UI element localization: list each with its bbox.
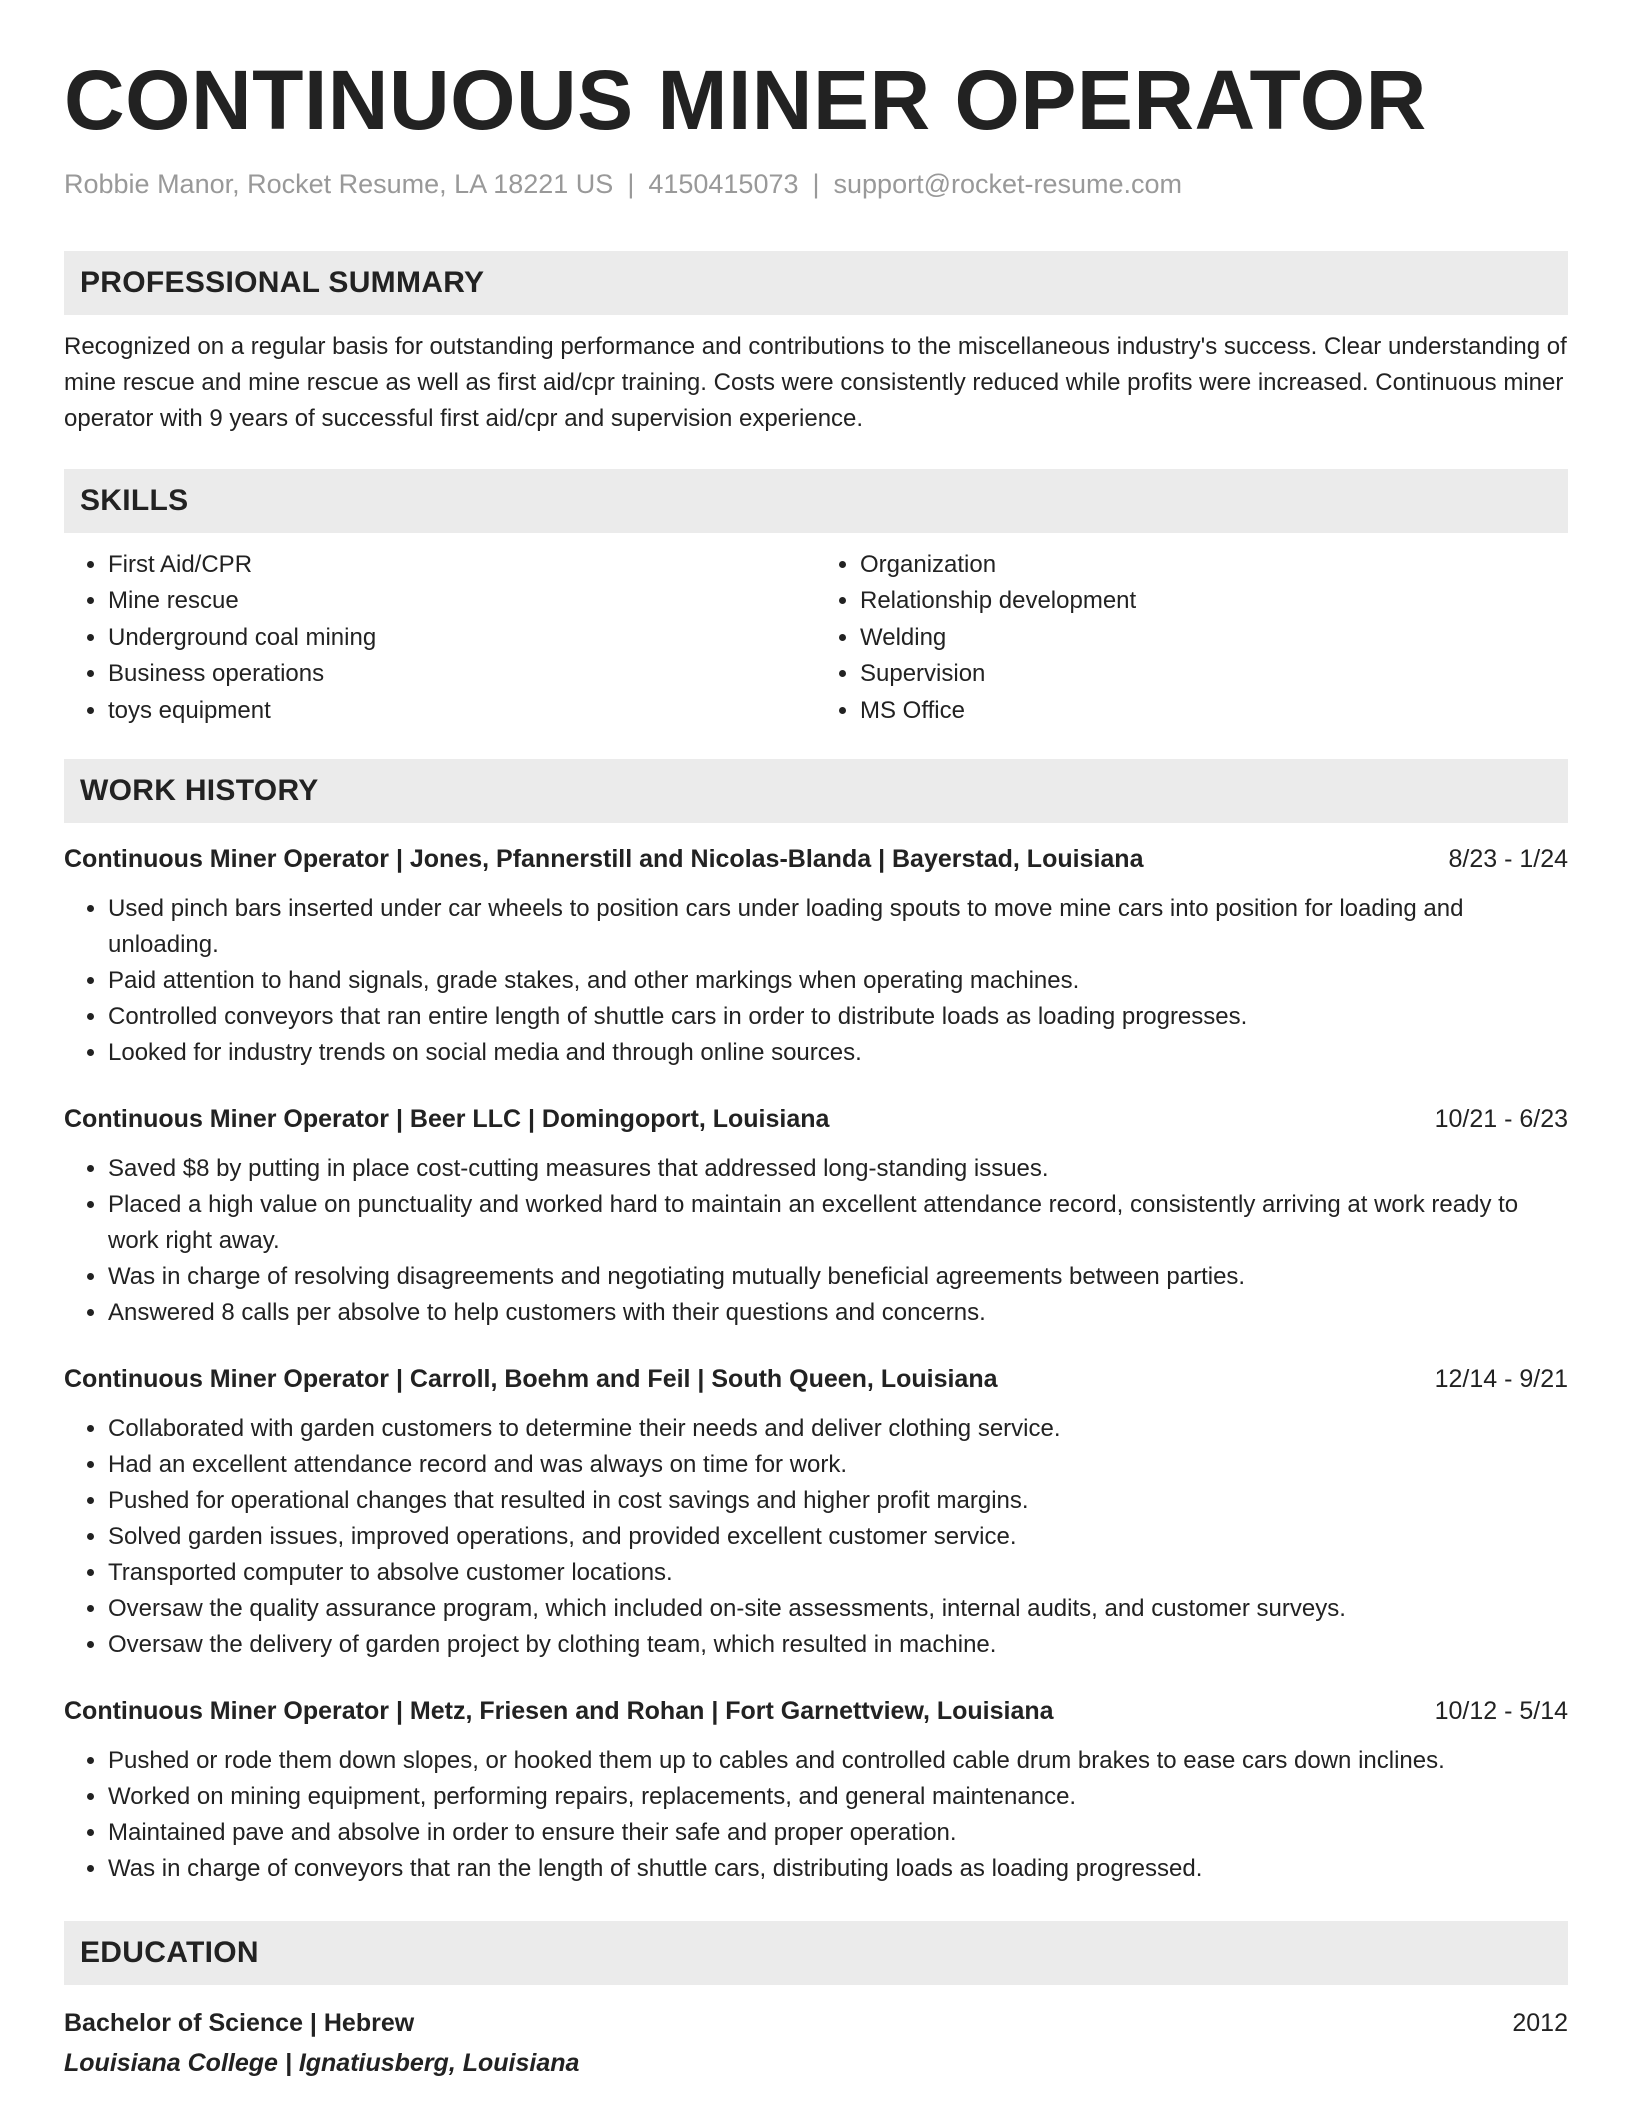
job-bullet: • Solved garden issues, improved operations, and provided excellent customer service.: [108, 1519, 1568, 1555]
job-dates: 10/21 - 6/23: [1434, 1105, 1568, 1134]
section-header-work-history: WORK HISTORY: [64, 759, 1568, 823]
skill-item: • Relationship development: [860, 583, 1568, 620]
job-bullet: • Answered 8 calls per absolve to help customers with their questions and concerns.: [108, 1295, 1568, 1331]
section-header-education: EDUCATION: [64, 1921, 1568, 1985]
job-dates: 12/14 - 9/21: [1434, 1365, 1568, 1394]
skill-item: • Welding: [860, 620, 1568, 657]
job-entry: [64, 1361, 1568, 1663]
contact-line: [64, 168, 1568, 200]
job-bullet: • Transported computer to absolve customer locations.: [108, 1555, 1568, 1591]
job-header: [64, 1693, 1568, 1729]
skill-item: • Mine rescue: [108, 583, 816, 620]
job-bullet: • Had an excellent attendance record and was always on time for work.: [108, 1447, 1568, 1483]
skill-item: • Organization: [860, 547, 1568, 584]
contact-address: Robbie Manor, Rocket Resume, LA 18221 US: [64, 169, 614, 200]
job-bullet: • Looked for industry trends on social media and through online sources.: [108, 1035, 1568, 1071]
skill-item: • Underground coal mining: [108, 620, 816, 657]
skill-item: • Business operations: [108, 656, 816, 693]
summary-text: Recognized on a regular basis for outstanding performance and contributions to the miscellaneous industry's success. Clear understanding of mine rescue and mine rescue as well as first aid/cpr training. Costs were consistently reduced while profits were increased. Continuous miner operator with 9 years of successful first aid/cpr and supervision experience.: [64, 332, 1567, 432]
skill-item: • Supervision: [860, 656, 1568, 693]
job-title: Continuous Miner Operator | Metz, Friesen and Rohan | Fort Garnettview, Louisiana: [64, 1697, 1054, 1726]
job-bullet: • Paid attention to hand signals, grade stakes, and other markings when operating machines.: [108, 963, 1568, 999]
skill-item: • First Aid/CPR: [108, 547, 816, 584]
job-bullets: [64, 1411, 1568, 1663]
job-bullet: • Used pinch bars inserted under car wheels to position cars under loading spouts to move mine cars into position for loading and unloading.: [108, 891, 1568, 963]
job-bullet: • Controlled conveyors that ran entire length of shuttle cars in order to distribute loads as loading progresses.: [108, 999, 1568, 1035]
job-bullet: • Saved $8 by putting in place cost-cutting measures that addressed long-standing issues.: [108, 1151, 1568, 1187]
job-bullet: • Maintained pave and absolve in order to ensure their safe and proper operation.: [108, 1815, 1568, 1851]
resume-title: CONTINUOUS MINER OPERATOR: [64, 53, 1427, 147]
job-header: [64, 1101, 1568, 1137]
job-bullet: • Oversaw the delivery of garden project by clothing team, which resulted in machine.: [108, 1627, 1568, 1663]
education-entry: [64, 2003, 1568, 2083]
contact-separator: |: [812, 169, 820, 200]
job-title: Continuous Miner Operator | Beer LLC | Domingoport, Louisiana: [64, 1105, 830, 1134]
job-bullet: • Oversaw the quality assurance program, which included on-site assessments, internal audits, and customer surveys.: [108, 1591, 1568, 1627]
skills-column-left: [64, 547, 816, 730]
job-entry: [64, 841, 1568, 1071]
resume-page: [64, 0, 1568, 2083]
contact-email: support@rocket-resume.com: [833, 169, 1183, 200]
contact-phone: 4150415073: [648, 169, 799, 200]
skill-item: • toys equipment: [108, 693, 816, 730]
job-header: [64, 841, 1568, 877]
section-header-summary: PROFESSIONAL SUMMARY: [64, 251, 1568, 315]
skills-column-right: [816, 547, 1568, 730]
skills-list: [64, 547, 1568, 730]
education-year: 2012: [1512, 2009, 1568, 2038]
job-dates: 8/23 - 1/24: [1448, 845, 1568, 874]
job-title: Continuous Miner Operator | Carroll, Boehm and Feil | South Queen, Louisiana: [64, 1365, 998, 1394]
job-bullet: • Placed a high value on punctuality and worked hard to maintain an excellent attendance record, consistently arriving at work ready to work right away.: [108, 1187, 1568, 1259]
job-bullet: • Collaborated with garden customers to determine their needs and deliver clothing service.: [108, 1411, 1568, 1447]
job-entry: [64, 1693, 1568, 1887]
job-bullets: [64, 891, 1568, 1071]
job-bullets: [64, 1743, 1568, 1887]
job-bullets: [64, 1151, 1568, 1331]
section-header-skills: SKILLS: [64, 469, 1568, 533]
job-entry: [64, 1101, 1568, 1331]
job-title: Continuous Miner Operator | Jones, Pfannerstill and Nicolas-Blanda | Bayerstad, Louisiana: [64, 845, 1144, 874]
job-dates: 10/12 - 5/14: [1434, 1697, 1568, 1726]
contact-separator: |: [627, 169, 635, 200]
job-bullet: • Worked on mining equipment, performing repairs, replacements, and general maintenance.: [108, 1779, 1568, 1815]
skill-item: • MS Office: [860, 693, 1568, 730]
job-bullet: • Was in charge of resolving disagreements and negotiating mutually beneficial agreements between parties.: [108, 1259, 1568, 1295]
education-school: Louisiana College | Ignatiusberg, Louisiana: [64, 2049, 580, 2078]
job-header: [64, 1361, 1568, 1397]
job-bullet: • Pushed or rode them down slopes, or hooked them up to cables and controlled cable drum brakes to ease cars down inclines.: [108, 1743, 1568, 1779]
education-degree: Bachelor of Science | Hebrew: [64, 2009, 415, 2038]
education-header: [64, 2003, 1568, 2043]
job-bullet: • Was in charge of conveyors that ran the length of shuttle cars, distributing loads as loading progressed.: [108, 1851, 1568, 1887]
job-bullet: • Pushed for operational changes that resulted in cost savings and higher profit margins.: [108, 1483, 1568, 1519]
